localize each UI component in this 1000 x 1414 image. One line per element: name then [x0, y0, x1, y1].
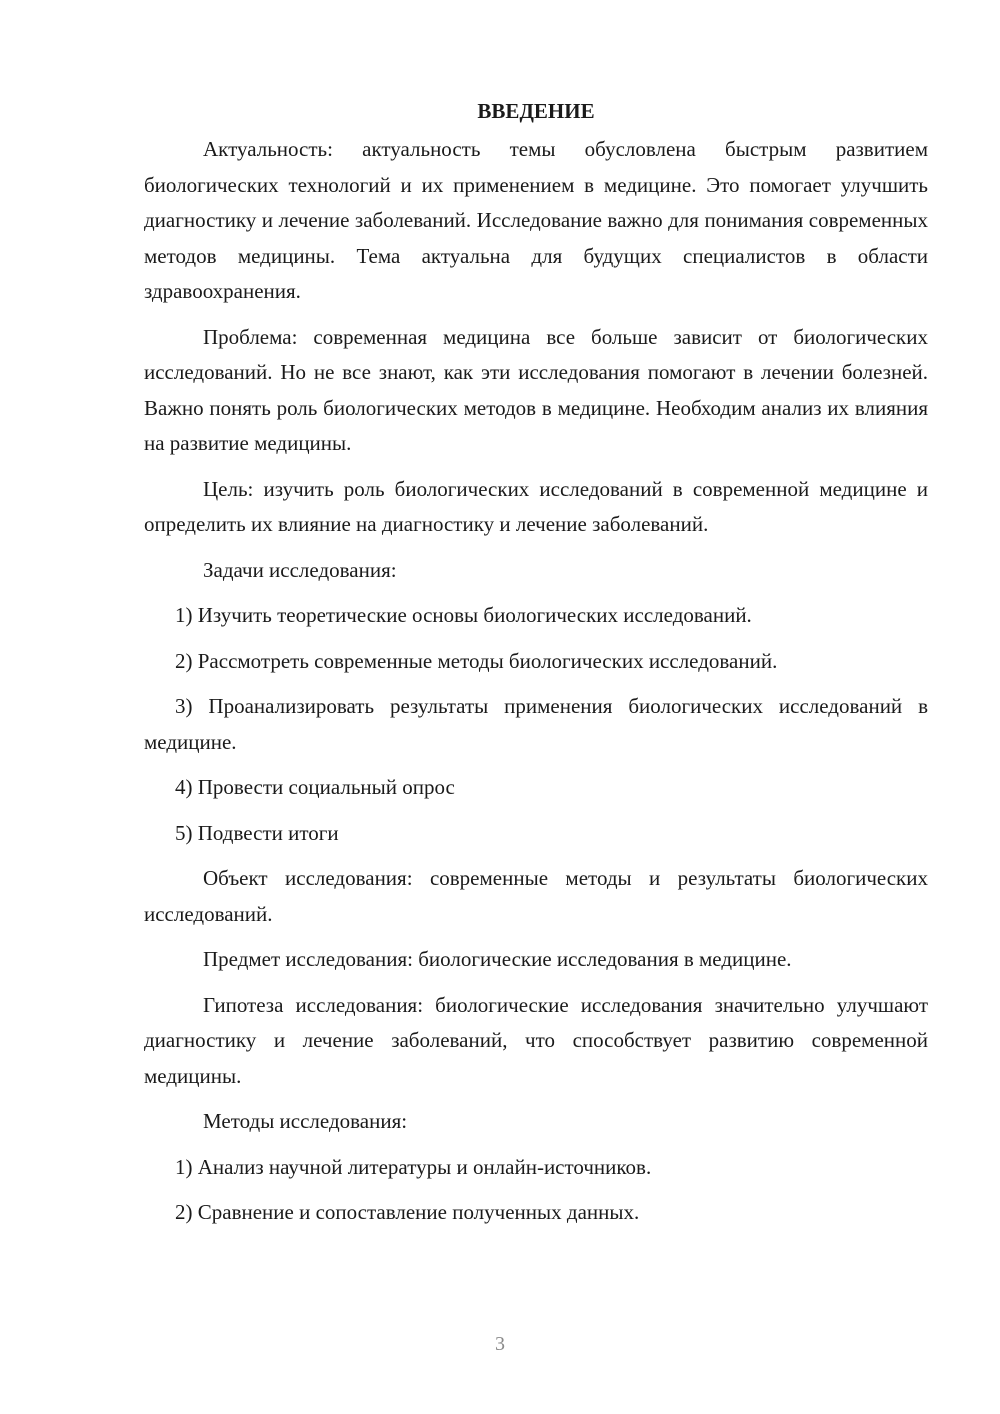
- task-item-5: 5) Подвести итоги: [175, 820, 339, 845]
- problem-paragraph: Проблема: современная медицина все больше зависит от биологических исследований. Но не все знают, как эти исследования помогают в лечении болезней. Важно понять роль биологических методов в медицине. Необходим анализ их влияния на развитие медицины.: [144, 324, 928, 455]
- task-item-1: 1) Изучить теоретические основы биологических исследований.: [175, 603, 752, 627]
- tasks-heading: Задачи исследования:: [203, 557, 397, 582]
- methods-heading: Методы исследования:: [203, 1109, 408, 1133]
- section-title: ВВЕДЕНИЕ: [477, 99, 595, 123]
- task-item-4: 4) Провести социальный опрос: [175, 775, 455, 799]
- goal-paragraph: Цель: изучить роль биологических исследований в современной медицине и определить их влияние на диагностику и лечение заболеваний.: [144, 476, 928, 536]
- page-content: [144, 96, 928, 1241]
- method-item-1: 1) Анализ научной литературы и онлайн-источников.: [175, 1154, 652, 1179]
- task-item-3: 3) Проанализировать результаты применения биологических исследований в медицине.: [144, 694, 928, 754]
- method-item-2: 2) Сравнение и сопоставление полученных данных.: [175, 1200, 640, 1224]
- hypothesis-paragraph: Гипотеза исследования: биологические исследования значительно улучшают диагностику и лечение заболеваний, что способствует развитию современной медицины.: [144, 992, 928, 1088]
- object-paragraph: Объект исследования: современные методы и результаты биологических исследований.: [144, 866, 928, 926]
- subject-paragraph: Предмет исследования: биологические исследования в медицине.: [203, 947, 792, 971]
- task-item-2: 2) Рассмотреть современные методы биологических исследований.: [175, 648, 778, 673]
- page-number: 3: [495, 1333, 505, 1355]
- relevance-paragraph: Актуальность: актуальность темы обусловлена быстрым развитием биологических технологий и их применением в медицине. Это помогает улучшить диагностику и лечение заболеваний. Исследование важно для понимания современных методов медицины. Тема актуальна для будущих специалистов в области здравоохранения.: [144, 137, 928, 303]
